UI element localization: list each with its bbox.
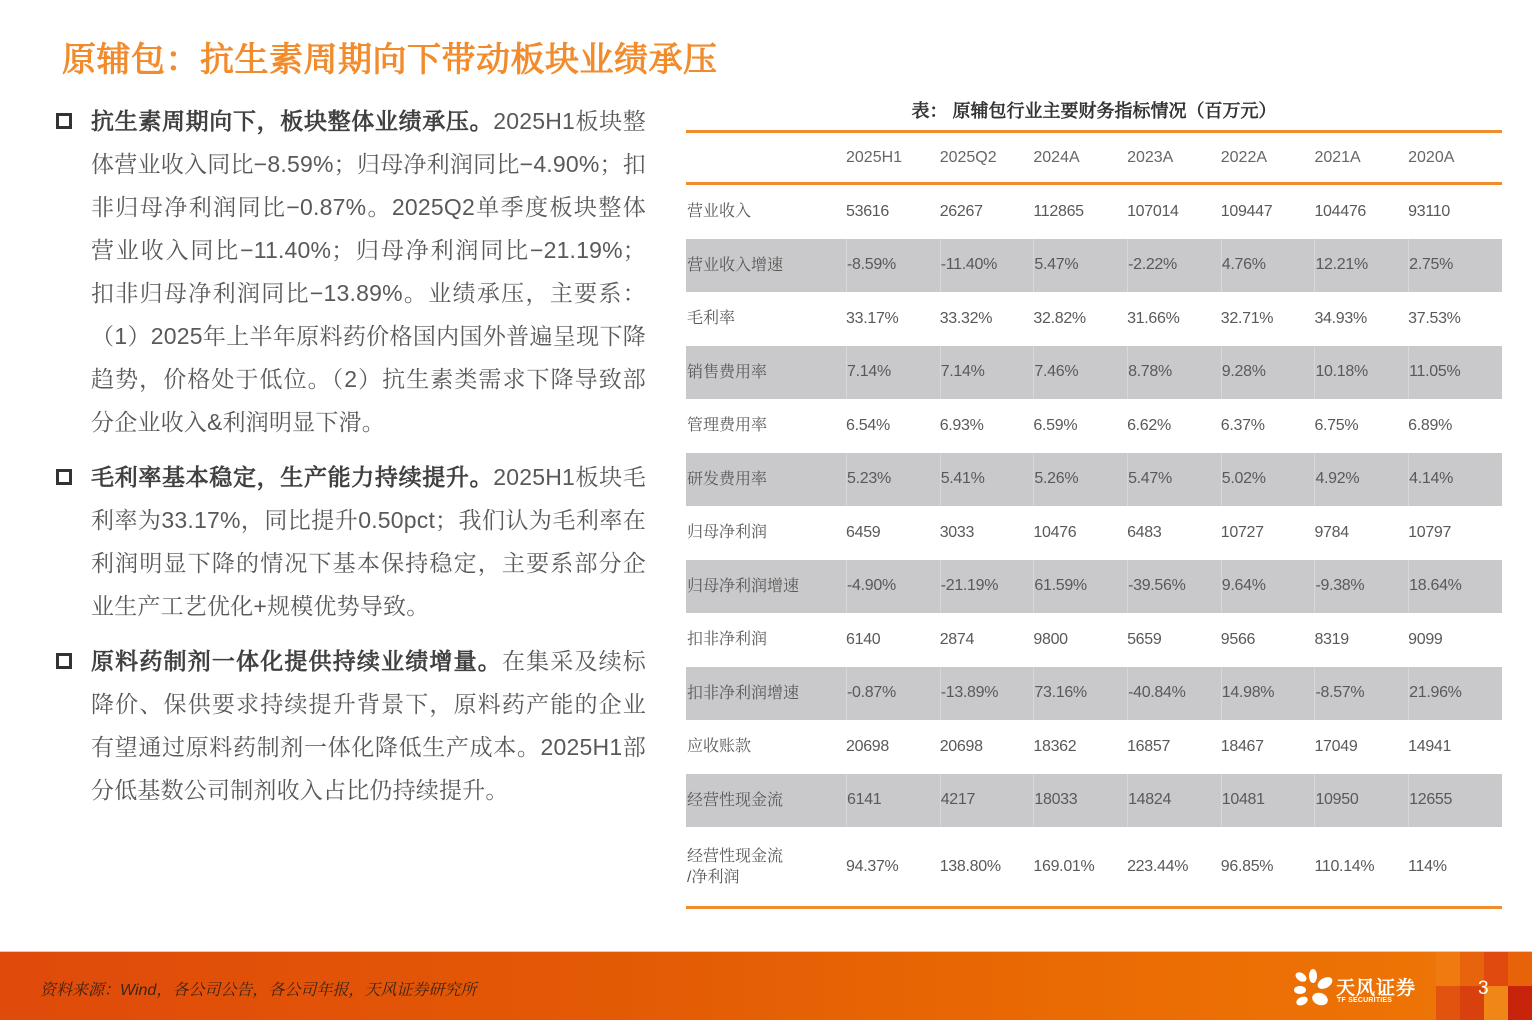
table-cell [1127,720,1221,774]
table-cell [940,667,1034,721]
table-row [686,399,1502,453]
cell-value: 10797 [1408,523,1452,541]
cell-value: -13.89% [940,684,999,702]
cell-value: -11.40% [940,256,997,274]
table-cell [1314,613,1408,667]
table-cell [1127,667,1221,721]
table-cell [940,453,1034,507]
table-cell [1221,667,1315,721]
table-cell [1408,185,1502,239]
logo-text-en: TF SECURITIES [1337,997,1393,1004]
table-cell [940,827,1034,906]
cell-value: 5.02% [1221,470,1266,488]
table-cell [940,560,1034,614]
bullet-body: 2025H1板块毛利率为33.17%，同比提升0.50pct；我们认为毛利率在利润明显下降的情况下基本保持稳定，主要系部分企业生产工艺优化+规模优势导致。 [91,464,647,619]
cell-value: 5659 [1127,630,1162,648]
cell-value: 6140 [846,630,881,648]
table-cell [940,774,1034,828]
cell-value: 14.98% [1221,684,1275,702]
table-cell [1314,827,1408,906]
table-cell [1314,346,1408,400]
table-cell [1314,560,1408,614]
table-cell [846,506,940,560]
cell-value: 138.80% [939,857,1001,875]
table-cell [1314,292,1408,346]
row-label [686,827,846,906]
cell-value: 4217 [940,791,976,809]
row-label: 应收账款 [687,738,752,756]
cell-value: 9566 [1220,630,1256,648]
table-cell [1408,827,1502,906]
table-cell [1127,292,1221,346]
cell-value: 33.32% [939,309,993,327]
table-cell [846,453,940,507]
cell-value: -39.56% [1128,577,1186,595]
cell-value: 32.71% [1220,309,1274,327]
table-cell [846,185,940,239]
footer-bar [0,951,1532,1020]
cell-value: 114% [1408,857,1447,875]
table-cell [1127,613,1221,667]
cell-value: 18467 [1220,737,1264,755]
bullet-paragraph [91,640,646,812]
cell-value: 33.17% [846,309,899,327]
logo-text-cn: 天风证券 [1336,978,1417,999]
header-corner [686,133,846,182]
table-row [686,292,1502,346]
row-label: 管理费用率 [687,417,768,435]
table-row [686,560,1502,614]
cell-value: 10950 [1315,791,1359,809]
cell-value: 9.28% [1221,363,1266,381]
cell-value: -8.59% [847,256,896,274]
cell-value: 14824 [1128,791,1172,809]
table-cell [846,827,940,906]
company-logo [1292,968,1417,1008]
cell-value: 11.05% [1409,363,1461,381]
table-cell [940,506,1034,560]
cell-value: 96.85% [1220,857,1274,875]
cell-value: 20698 [846,737,889,755]
cell-value: 10727 [1220,523,1264,541]
cell-value: 3033 [939,523,975,541]
table-cell [940,399,1034,453]
square-bullet-icon [56,113,72,129]
column-header: 2025Q2 [939,148,997,166]
table-caption: 表： 原辅包行业主要财务指标情况（百万元） [911,101,1277,121]
table-row [686,453,1502,507]
cell-value: 9099 [1408,630,1443,648]
table-row [686,185,1502,239]
table-cell [1033,774,1127,828]
cell-value: -4.90% [847,577,896,595]
cell-value: 6459 [846,523,881,541]
table-cell [1221,185,1315,239]
table-cell [846,720,940,774]
table-cell [1408,560,1502,614]
table-cell [1033,346,1127,400]
cell-value: 223.44% [1127,857,1189,875]
cell-value: 169.01% [1033,857,1095,875]
cell-value: 6.75% [1314,416,1359,434]
row-label-line: /净利润 [687,868,740,886]
table-cell [1408,453,1502,507]
cell-value: 10.18% [1315,363,1368,381]
cell-value: 9.64% [1221,577,1266,595]
table-row [686,506,1502,560]
bullet-lead: 抗生素周期向下，板块整体业绩承压。 [91,108,494,134]
table-cell [1127,560,1221,614]
row-label: 研发费用率 [687,470,768,488]
cell-value: 26267 [939,202,983,220]
table-cell [1408,346,1502,400]
table-cell [1221,560,1315,614]
cell-value: 2.75% [1409,256,1453,274]
table-cell [1127,506,1221,560]
bullet-lead: 毛利率基本稳定，生产能力持续提升。 [91,464,494,490]
cell-value: 53616 [846,202,889,220]
cell-value: 5.26% [1034,470,1079,488]
cell-value: 6.37% [1220,416,1265,434]
cell-value: 109447 [1220,202,1273,220]
source-note: 资料来源：Wind，各公司公告，各公司年报，天风证券研究所 [40,982,477,999]
table-cell [846,667,940,721]
cell-value: 37.53% [1408,309,1461,327]
flower-logo-icon [1292,968,1334,1008]
table-cell [1033,720,1127,774]
bullet-item-1 [56,100,646,444]
cell-value: 12655 [1409,791,1453,809]
table-cell [1127,774,1221,828]
table-row [686,667,1502,721]
table-row [686,346,1502,400]
cell-value: 5.47% [1128,470,1172,488]
cell-value: 17049 [1314,737,1358,755]
cell-value: 34.93% [1314,309,1367,327]
table-row [686,720,1502,774]
table-cell [1314,720,1408,774]
row-label: 扣非净利润 [687,631,768,649]
table-cell [1127,185,1221,239]
cell-value: 93110 [1408,202,1450,220]
page-title: 原辅包：抗生素周期向下带动板块业绩承压 [62,41,718,79]
cell-value: 7.46% [1034,363,1079,381]
cell-value: 18033 [1034,791,1078,809]
table-cell [1127,346,1221,400]
cell-value: 61.59% [1034,577,1087,595]
cell-value: 20698 [939,737,983,755]
cell-value: 14941 [1408,737,1452,755]
cell-value: 110.14% [1314,857,1375,875]
square-bullet-icon [56,653,72,669]
table-cell [1408,720,1502,774]
cell-value: 6.93% [939,416,984,434]
table-cell [1033,827,1127,906]
cell-value: 94.37% [846,857,899,875]
table-row [686,239,1502,293]
bullet-body: 2025H1板块整体营业收入同比−8.59%；归母净利润同比−4.90%；扣非归母净利润同比−0.87%。2025Q2单季度板块整体营业收入同比−11.40%；归母净利润同比−21.19%；扣非归母净利润同比−13.89%。业绩承压，主要系：（1）2025年上半年原料药价格国内国外普遍呈现下降趋势，价格处于低位。（2）抗生素类需求下降导致部分企业收入&利润明显下滑。 [91,108,647,435]
cell-value: 31.66% [1127,309,1180,327]
bullet-body: 在集采及续标降价、保供要求持续提升背景下，原料药产能的企业有望通过原料药制剂一体化降低生产成本。2025H1部分低基数公司制剂收入占比仍持续提升。 [91,648,646,803]
row-label: 扣非净利润增速 [687,684,800,702]
row-label: 经营性现金流 [687,791,784,809]
table-cell [940,346,1034,400]
cell-value: 21.96% [1409,684,1462,702]
table-cell [846,239,940,293]
table-cell [1033,560,1127,614]
table-cell [846,774,940,828]
table-cell [1221,613,1315,667]
row-label: 归母净利润增速 [687,577,800,595]
cell-value: 5.41% [940,470,985,488]
cell-value: 7.14% [847,363,891,381]
table-cell [1221,239,1315,293]
cell-value: 2874 [939,630,975,648]
table-cell [1408,292,1502,346]
cell-value: -40.84% [1128,684,1186,702]
cell-value: -8.57% [1315,684,1365,702]
cell-value: 32.82% [1033,309,1086,327]
table-cell [940,292,1034,346]
table-cell [1127,399,1221,453]
row-label-line: 经营性现金流 [687,847,784,865]
cell-value: 7.14% [940,363,985,381]
cell-value: 10476 [1033,523,1077,541]
table-cell [846,346,940,400]
bullet-list [56,100,646,824]
table-cell [1033,453,1127,507]
column-header: 2023A [1127,148,1174,166]
table-cell [1221,399,1315,453]
bullet-paragraph [91,456,646,628]
table-cell [846,292,940,346]
cell-value: 6483 [1127,523,1162,541]
cell-value: 6.54% [846,416,890,434]
column-header: 2022A [1220,148,1268,166]
table-cell [1033,292,1127,346]
table-cell [1221,774,1315,828]
cell-value: -0.87% [847,684,896,702]
cell-value: 4.76% [1221,256,1266,274]
cell-value: 16857 [1127,737,1171,755]
cell-value: 8.78% [1128,363,1172,381]
cell-value: 18.64% [1409,577,1462,595]
row-label: 营业收入 [687,203,752,221]
table-cell [1033,667,1127,721]
table-cell [1221,506,1315,560]
table-cell [846,560,940,614]
cell-value: 73.16% [1034,684,1087,702]
bullet-item-3 [56,640,646,812]
table-cell [1408,506,1502,560]
table-cell [1408,613,1502,667]
table-cell [1221,827,1315,906]
table-header-row [686,133,1502,185]
table-cell [1314,667,1408,721]
table-cell [1314,774,1408,828]
table-cell [940,720,1034,774]
cell-value: 12.21% [1315,256,1368,274]
table-cell [1033,185,1127,239]
column-header: 2021A [1314,148,1361,166]
cell-value: -9.38% [1315,577,1365,595]
table-cell [846,399,940,453]
bullet-item-2 [56,456,646,628]
column-header: 2025H1 [846,148,903,166]
cell-value: 5.23% [847,470,891,488]
cell-value: 9800 [1033,630,1068,648]
financial-table [686,130,1502,909]
cell-value: 4.92% [1315,470,1360,488]
cell-value: 6.59% [1033,416,1078,434]
cell-value: 18362 [1033,737,1077,755]
cell-value: 6.62% [1127,416,1171,434]
table-cell [1221,720,1315,774]
cell-value: 6141 [847,791,882,809]
table-row [686,774,1502,828]
square-bullet-icon [56,469,72,485]
table-cell [1221,346,1315,400]
table-cell [940,613,1034,667]
bullet-lead: 原料药制剂一体化提供持续业绩增量。 [91,648,502,674]
table-cell [1033,399,1127,453]
table-cell [1221,453,1315,507]
row-label: 归母净利润 [687,524,768,542]
table-row [686,613,1502,667]
table-cell [1408,239,1502,293]
bullet-paragraph [91,100,646,444]
table-cell [846,613,940,667]
table-row [686,827,1502,906]
table-cell [1408,774,1502,828]
table-cell [1408,667,1502,721]
row-label: 毛利率 [687,310,736,328]
cell-value: 10481 [1221,791,1265,809]
table-cell [1314,185,1408,239]
table-cell [1221,292,1315,346]
cell-value: 112865 [1033,202,1084,220]
cell-value: 4.14% [1409,470,1453,488]
cell-value: 107014 [1127,202,1179,220]
page-number: 3 [1478,978,1489,999]
cell-value: -21.19% [940,577,999,595]
table-cell [1314,399,1408,453]
table-cell [1127,827,1221,906]
table-cell [1033,239,1127,293]
cell-value: 9784 [1314,523,1349,541]
cell-value: 5.47% [1034,256,1079,274]
table-cell [1408,399,1502,453]
table-cell [1314,239,1408,293]
table-cell [1033,506,1127,560]
table-cell [1314,506,1408,560]
table-cell [1127,453,1221,507]
table-cell [940,239,1034,293]
table-cell [940,185,1034,239]
cell-value: 8319 [1314,630,1349,648]
cell-value: 104476 [1314,202,1367,220]
column-header: 2020A [1408,148,1455,166]
cell-value: 6.89% [1408,416,1452,434]
column-header: 2024A [1033,148,1080,166]
cell-value: -2.22% [1128,256,1177,274]
row-label: 销售费用率 [687,363,768,381]
table-cell [1033,613,1127,667]
table-cell [1127,239,1221,293]
table-cell [1314,453,1408,507]
row-label: 营业收入增速 [687,256,784,274]
